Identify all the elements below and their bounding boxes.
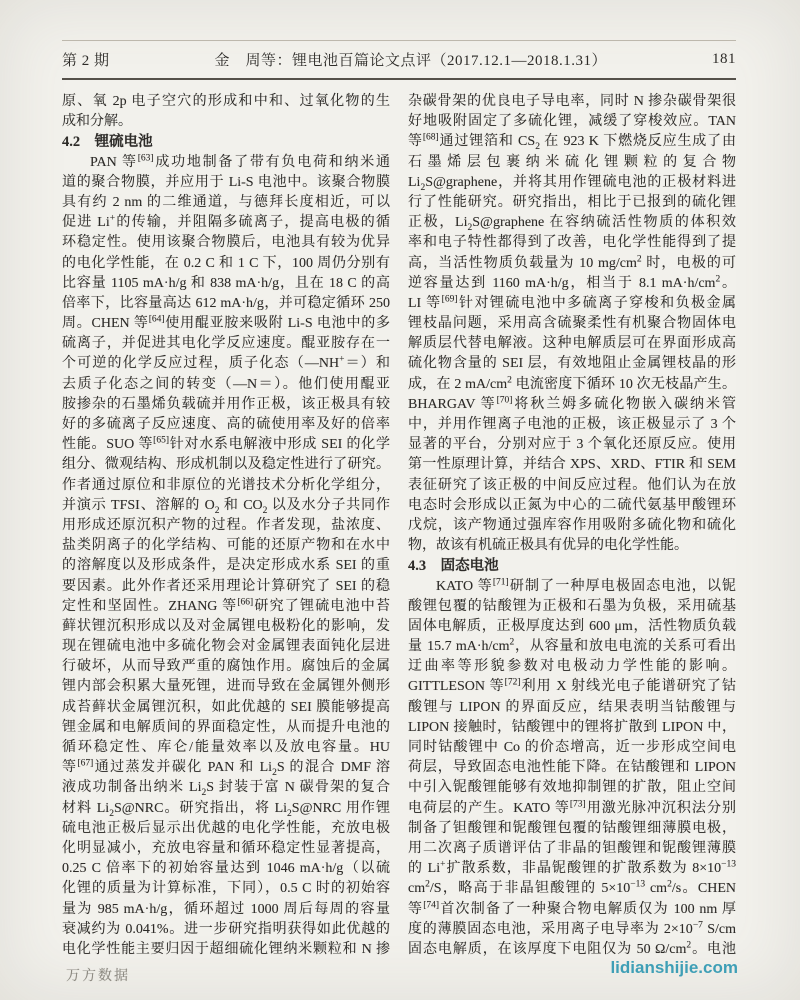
text-line: 显著的平台，分别对应于 3 个氧化还原反应。使用 (408, 437, 736, 453)
text-line: 锂内部会积累大量死锂，进而导致在金属锂外侧形 (62, 679, 390, 695)
text-line: 化锂的质量为计算标准，下同），0.5 C 时的初始容 (62, 881, 390, 897)
text-line: 行破坏，从而导致严重的腐蚀作用。腐蚀后的金属 (62, 659, 390, 675)
text-line: 性能。SUO 等[65]针对水系电解液中形成 SEI 的化学 (62, 435, 390, 453)
text-line: 循环稳定性、库仑/能量效率以及放电容量。HU (62, 740, 390, 755)
text-line: LIPON 接触时，钴酸锂中的锂将扩散到 LIPON 中， (408, 719, 736, 735)
text-line: GITTLESON 等[72]利用 X 射线光电子能谱研究了钴 (408, 677, 736, 695)
section-heading: 4.2 锂硫电池 (62, 134, 153, 151)
text-line: 解质层代替电解液。这种电解质层可在界面形成高 (408, 336, 736, 352)
text-line: $cm^2/S$，略高于非晶钽酸锂的 $5\times 10^{-13}$ $cm^2/s$。CHEN (408, 879, 736, 897)
text-line: 表征研究了该正极的中间反应过程。他们认为在放 (408, 477, 736, 493)
text-line: 周。CHEN 等[64]使用醌亚胺来吸附 Li-S 电池中的多 (62, 314, 390, 332)
text-line: 量 15.7 $mA\cdot h/cm^2$，从容量和放电电流的关系可看出 (408, 637, 736, 655)
text-line: 用形成还原沉积产物的过程。作者发现，盐浓度、 (62, 517, 390, 533)
text-line: 杂碳骨架的优良电子导电率，同时 N 掺杂碳骨架很 (408, 94, 736, 109)
text-line: 胺掺杂的石墨烯负载硫并用作正极，该正极具有较 (62, 396, 390, 412)
text-line: 电荷层的产生。KATO 等[73]用激光脉冲沉积法分别 (408, 798, 736, 816)
text-line: 材料 $Li_2S@NRC$。研究指出，将 $Li_2S@NRC$ 用作锂 (62, 800, 390, 819)
text-line: 第一性原理计算，并结合 XPS、XRD、FTIR 和 SEM (408, 457, 736, 473)
text-line: 成和分解。 (62, 114, 132, 130)
text-line: 中引入铌酸锂能够有效地抑制锂的扩散，阻止空间 (408, 780, 736, 796)
text-line: 率和电子特性都得到了改善，电化学性能得到了提 (408, 235, 736, 251)
text-line: 去质子化态之间的转变（—N＝）。他们使用醌亚 (62, 376, 390, 392)
text-line: 道的聚合物膜，并应用于 Li-S 电池中。该聚合物膜 (62, 174, 390, 190)
text-line: 逆容量达到 1160 mA·h/g，相当于 8.1 $mA\cdot h/cm^2$。 (408, 274, 736, 291)
text-line: 的溶解度以及形成条件，是决定形成水系 SEI 的重 (62, 558, 390, 574)
text-line: 倍率下，比容量高达 612 mA·h/g，并可稳定循环 250 (62, 295, 390, 311)
text-line: 硫离子，并促进其电化学反应速度。醌亚胺存在一 (62, 336, 390, 352)
text-line: 行了性能研究。研究指出，相比于已报到的硫化锂 (408, 194, 736, 210)
text-line: 0.25 C 倍率下的初始容量达到 1046 mA·h/g（以硫 (62, 861, 390, 877)
header-page-number: 181 (712, 51, 736, 67)
text-line: 等[74]首次制备了一种聚合物电解质仅为 100 nm 厚 (408, 899, 736, 917)
text-line: 定性和坚固性。ZHANG 等[66]研究了锂硫电池中苔 (62, 597, 390, 614)
text-line: 迂曲率等形貌参数对电极动力学性能的影响。 (408, 659, 736, 675)
text-line: BHARGAV 等[70]将秋兰姆多硫化物嵌入碳纳米管 (408, 395, 736, 412)
text-line: 促进 Li+的传输，并阻隔多硫离子，提高电极的循 (62, 213, 390, 231)
section-heading: 4.3 固态电池 (408, 558, 499, 575)
two-column-body (62, 92, 736, 960)
text-line: 锂金属和电解质间的界面稳定性，从而提升电池的 (62, 719, 390, 735)
text-line: 等[67]通过蒸发并碳化 PAN 和 $Li_2S$ 的混合 DMF 溶 (62, 758, 390, 778)
text-line: 原、氧 2p 电子空穴的形成和中和、过氧化物的生 (62, 94, 390, 109)
text-line: 要因素。此外作者还采用理论计算研究了 SEI 的稳 (62, 578, 390, 594)
text-line: 液成功制备出纳米 $Li_2S$ 封装于富 N 碳骨架的复合 (62, 780, 390, 799)
text-line: 并演示 TFSI、溶解的 $O_2$ 和 $CO_2$ 以及水分子共同作 (62, 497, 390, 516)
text-line: 环稳定性。使用该聚合物膜后，电池具有较为优异 (62, 235, 390, 251)
text-line: 成苔藓状金属锂沉积，如此优越的 SEI 膜能够提高 (62, 699, 390, 715)
text-line: 成，在 2 $mA/cm^2$ 电流密度下循环 10 次无枝晶产生。 (408, 374, 736, 392)
text-line: 好的多硫离子反应速度、高的硫使用率及好的倍率 (62, 417, 390, 432)
text-line: 荷层，导致固态电池性能下降。在钴酸锂和 LIPON (408, 760, 736, 776)
text-line: 现在锂硫电池中多硫化物会对金属锂表面钝化层进 (62, 639, 390, 655)
text-line: 电态时会形成以正氮为中心的二硫代氨基甲酸锂环 (408, 497, 736, 513)
text-line: 的电化学性能，在 0.2 C 和 1 C 下，100 周仍分别有 (62, 255, 390, 271)
text-line: 化明显减小，充放电容量和循环稳定性显著提高， (62, 840, 390, 856)
text-line: 等[68]通过锂箔和 $CS_2$ 在 923 K 下燃烧反应生成了由 (408, 132, 736, 153)
text-line: 组分、微观结构、形成机制以及稳定性进行了研究。 (62, 457, 390, 473)
text-line: 制备了钽酸锂和铌酸锂包覆的钴酸锂细薄膜电极， (408, 820, 736, 836)
text-line: PAN 等[63]成功地制备了带有负电荷和纳米通 (90, 152, 390, 170)
text-line: KATO 等[71]研制了一种厚电极固态电池，以铌 (436, 576, 736, 594)
text-line: 的 Li+扩散系数，非晶铌酸锂的扩散系数为 $8\times 10^{-13}$ (408, 859, 736, 877)
text-line: LI 等[69]针对锂硫电池中多硫离子穿梭和负极金属 (408, 294, 736, 311)
page-header (62, 40, 736, 80)
text-line: 硫电池正极后显示出优越的电化学性能，充放电极 (62, 820, 390, 836)
footer-watermark: 万方数据 (66, 969, 130, 984)
text-line: 酸锂包覆的钴酸锂为正极和石墨为负极，采用硫基 (408, 598, 736, 614)
text-line: 中，并用作锂离子电池的正极，该正极显示了 3 个 (408, 417, 736, 432)
text-line: 戊烷，该产物通过强库容作用吸附多硫化物和硫化 (408, 517, 736, 533)
right-column (408, 92, 736, 960)
header-running-title: 金 周等：锂电池百篇论文点评（2017.12.1—2018.1.31） (214, 53, 608, 69)
text-line: 比容量 1105 mA·h/g 和 838 mA·h/g，且在 18 C 的高 (62, 275, 390, 291)
text-line: 个可逆的化学反应过程，质子化态（—NH+＝）和 (62, 354, 390, 372)
text-line: 度的薄膜固态电池，采用离子电导率为 $2\times 10^{-7}$ S/cm (408, 920, 736, 937)
text-line: 电化学性能主要归因于超细硫化锂纳米颗粒和 N 掺 (62, 941, 390, 957)
text-line: 高，当活性物质负载量为 10 $mg/cm^2$ 时，电极的可 (408, 253, 736, 271)
text-line: 固体电解质，正极厚度达到 600 μm，活性物质负载 (408, 618, 736, 634)
text-line: 好地吸附固定了多硫化锂，减缓了穿梭效应。TAN (408, 114, 736, 130)
text-line: 石墨烯层包裹纳米硫化锂颗粒的复合物 (408, 154, 736, 170)
text-line: 酸锂与 LIPON 的界面反应，结果表明当钴酸锂与 (408, 699, 736, 715)
left-column (62, 92, 390, 960)
header-issue: 第 2 期 (62, 53, 110, 69)
text-line: 硫化物含量的 SEI 层，有效地阻止金属锂枝晶的形 (408, 356, 736, 372)
text-line: 藓状锂沉积形成以及对金属锂电极粉化的影响，发 (62, 618, 390, 634)
text-line: 作者通过原位和非原位的光谱技术分析化学组分， (62, 477, 390, 493)
text-line: 物，故该有机硫正极具有优异的电化学性能。 (408, 538, 688, 554)
text-line: 固态电解质，在该厚度下电阻仅为 50 $\Omega/cm^2$。电池 (408, 940, 736, 957)
text-line: 盐类阴离子的化学结构、可能的还原产物和在水中 (62, 538, 390, 554)
text-line: 衰减约为 0.041%。进一步研究指明获得如此优越的 (62, 921, 390, 937)
text-line: 同时钴酸锂中 Co 的价态增高，近一步形成空间电 (408, 740, 736, 755)
text-line: $Li_2S@graphene$，并将其用作锂硫电池的正极材料进 (408, 174, 736, 193)
text-line: 用二次离子质谱评估了非晶的钽酸锂和铌酸锂薄膜 (408, 840, 736, 856)
text-line: 正极，$Li_2S@graphene$ 在容纳硫活性物质的体积效 (408, 215, 736, 233)
text-line: 具有约 2 nm 的二维通道，与德拜长度相近，可以 (62, 194, 390, 210)
text-line: 锂枝晶问题，采用高含硫聚柔性有机聚合物固体电 (408, 316, 736, 332)
footer-site-link[interactable]: lidianshijie.com (610, 958, 738, 977)
text-line: 量为 985 mA·h/g，循环超过 1000 周后每周的容量 (62, 901, 390, 917)
